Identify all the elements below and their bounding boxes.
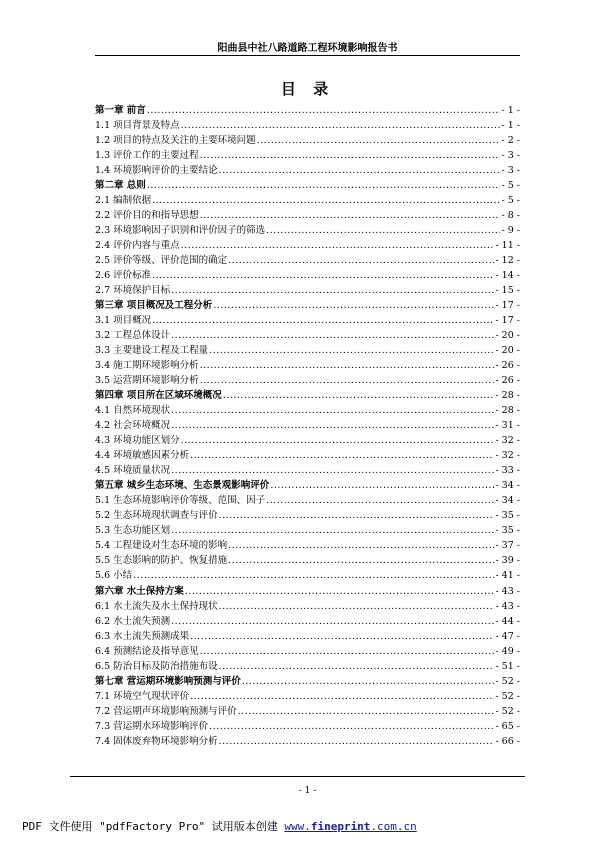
toc-entry-page: - 41 - xyxy=(495,570,520,582)
toc-section-entry[interactable] xyxy=(95,719,520,734)
toc-entry-page: - 28 - xyxy=(495,390,520,402)
toc-entry-label: 第一章 前言 xyxy=(95,105,146,116)
toc-entry-page: - 52 - xyxy=(495,705,520,717)
table-of-contents xyxy=(95,103,520,749)
toc-section-entry[interactable] xyxy=(95,704,520,719)
toc-leader-dots xyxy=(238,704,495,719)
toc-section-entry[interactable] xyxy=(95,163,520,178)
toc-chapter-entry[interactable] xyxy=(95,674,520,689)
toc-section-entry[interactable] xyxy=(95,118,520,133)
toc-entry-label: 第五章 城乡生态环境、生态景观影响评价 xyxy=(95,480,270,492)
toc-entry-label: 5.5 生态影响的防护、恢复措施 xyxy=(95,555,228,567)
toc-leader-dots xyxy=(171,328,494,343)
toc-section-entry[interactable] xyxy=(95,313,520,328)
toc-section-entry[interactable] xyxy=(95,208,520,223)
toc-entry-page: - 11 - xyxy=(495,240,520,252)
toc-entry-page: - 66 - xyxy=(495,735,520,747)
toc-leader-dots xyxy=(266,223,500,238)
toc-chapter-entry[interactable] xyxy=(95,478,520,493)
toc-entry-page: - 44 - xyxy=(495,615,520,627)
toc-leader-dots xyxy=(257,133,501,148)
toc-entry-label: 第六章 水土保持方案 xyxy=(95,585,184,597)
toc-entry-label: 7.3 营运期水环境影响评价 xyxy=(95,720,209,732)
toc-section-entry[interactable] xyxy=(95,418,520,433)
toc-entry-label: 2.1 编制依据 xyxy=(95,195,152,207)
toc-chapter-entry[interactable] xyxy=(95,388,520,403)
toc-leader-dots xyxy=(171,403,494,418)
toc-leader-dots xyxy=(219,734,495,749)
toc-entry-page: - 3 - xyxy=(501,150,520,162)
toc-leader-dots xyxy=(200,373,495,388)
toc-section-entry[interactable] xyxy=(95,629,520,644)
toc-leader-dots xyxy=(152,193,500,208)
toc-section-entry[interactable] xyxy=(95,599,520,614)
toc-entry-label: 5.6 小结 xyxy=(95,570,133,582)
toc-entry-page: - 2 - xyxy=(501,135,520,147)
toc-entry-label: 3.5 运营期环境影响分析 xyxy=(95,375,199,387)
running-header: 阳曲县中社八路道路工程环境影响报告书 xyxy=(217,43,398,54)
toc-entry-page: - 65 - xyxy=(495,720,520,732)
toc-entry-label: 7.1 环境空气现状评价 xyxy=(95,690,190,702)
toc-leader-dots xyxy=(190,629,494,644)
watermark-link-post: .com.cn xyxy=(370,820,417,833)
toc-section-entry[interactable] xyxy=(95,343,520,358)
footer-divider xyxy=(70,776,525,777)
toc-section-entry[interactable] xyxy=(95,283,520,298)
toc-leader-dots xyxy=(209,343,494,358)
toc-section-entry[interactable] xyxy=(95,193,520,208)
toc-entry-page: - 5 - xyxy=(501,180,520,192)
toc-section-entry[interactable] xyxy=(95,268,520,283)
toc-entry-label: 4.3 环境功能区划分 xyxy=(95,435,180,447)
toc-entry-page: - 33 - xyxy=(495,465,520,477)
toc-entry-page: - 32 - xyxy=(495,450,520,462)
toc-section-entry[interactable] xyxy=(95,493,520,508)
toc-leader-dots xyxy=(200,148,501,163)
toc-leader-dots xyxy=(266,493,494,508)
toc-section-entry[interactable] xyxy=(95,644,520,659)
toc-section-entry[interactable] xyxy=(95,403,520,418)
toc-leader-dots xyxy=(270,478,494,493)
toc-leader-dots xyxy=(242,674,495,689)
toc-entry-page: - 20 - xyxy=(495,330,520,342)
toc-section-entry[interactable] xyxy=(95,358,520,373)
toc-entry-page: - 26 - xyxy=(495,360,520,372)
toc-leader-dots xyxy=(213,298,494,313)
toc-leader-dots xyxy=(209,719,494,734)
watermark-link-bold: fineprint xyxy=(310,820,371,833)
toc-leader-dots xyxy=(185,584,495,599)
toc-section-entry[interactable] xyxy=(95,568,520,583)
toc-leader-dots xyxy=(171,463,494,478)
page-number: - 1 - xyxy=(298,786,317,796)
toc-entry-page: - 28 - xyxy=(495,405,520,417)
toc-leader-dots xyxy=(190,448,494,463)
toc-leader-dots xyxy=(181,433,495,448)
toc-entry-page: - 32 - xyxy=(495,435,520,447)
toc-entry-label: 5.1 生态环境影响评价等级、范围、因子 xyxy=(95,495,266,507)
toc-entry-label: 第四章 项目所在区域环境概况 xyxy=(95,390,222,402)
toc-leader-dots xyxy=(200,644,495,659)
toc-section-entry[interactable] xyxy=(95,253,520,268)
toc-entry-page: - 49 - xyxy=(495,645,520,657)
toc-entry-label: 4.4 环境敏感因素分析 xyxy=(95,450,190,462)
toc-leader-dots xyxy=(133,568,494,583)
toc-section-entry[interactable] xyxy=(95,538,520,553)
toc-section-entry[interactable] xyxy=(95,553,520,568)
watermark-text: PDF 文件使用 "pdfFactory Pro" 试用版本创建 xyxy=(22,820,285,833)
toc-entry-label: 1.3 评价工作的主要过程 xyxy=(95,150,199,162)
toc-entry-label: 6.4 预测结论及指导意见 xyxy=(95,645,199,657)
toc-entry-page: - 12 - xyxy=(495,255,520,267)
toc-entry-label: 2.6 评价标准 xyxy=(95,270,152,282)
toc-entry-label: 1.2 项目的特点及关注的主要环境问题 xyxy=(95,135,256,147)
header-divider xyxy=(95,55,520,56)
toc-leader-dots xyxy=(200,358,495,373)
toc-entry-label: 2.5 评价等级、评价范围的确定 xyxy=(95,255,228,267)
toc-entry-label: 4.2 社会环境概况 xyxy=(95,420,171,432)
toc-chapter-entry[interactable] xyxy=(95,178,520,193)
toc-entry-page: - 52 - xyxy=(495,690,520,702)
toc-entry-page: - 8 - xyxy=(501,210,520,222)
toc-entry-label: 1.1 项目背景及特点 xyxy=(95,120,180,132)
toc-leader-dots xyxy=(171,614,494,629)
toc-entry-label: 6.2 水土流失预测 xyxy=(95,615,171,627)
toc-entry-label: 2.3 环境影响因子识别和评价因子的筛选 xyxy=(95,225,266,237)
toc-leader-dots xyxy=(147,103,501,118)
toc-section-entry[interactable] xyxy=(95,328,520,343)
toc-leader-dots xyxy=(228,553,494,568)
toc-entry-page: - 26 - xyxy=(495,375,520,387)
toc-section-entry[interactable] xyxy=(95,508,520,523)
toc-entry-page: - 43 - xyxy=(495,600,520,612)
toc-entry-page: - 17 - xyxy=(495,315,520,327)
toc-leader-dots xyxy=(171,283,494,298)
toc-entry-label: 3.4 施工期环境影响分析 xyxy=(95,360,199,372)
toc-section-entry[interactable] xyxy=(95,373,520,388)
toc-entry-page: - 17 - xyxy=(495,300,520,312)
toc-entry-label: 7.4 固体废弃物环境影响分析 xyxy=(95,735,218,747)
toc-entry-label: 第二章 总则 xyxy=(95,180,146,192)
toc-section-entry[interactable] xyxy=(95,148,520,163)
toc-entry-label: 4.5 环境质量状况 xyxy=(95,465,171,477)
toc-entry-page: - 35 - xyxy=(495,510,520,522)
toc-leader-dots xyxy=(171,418,494,433)
toc-entry-page: - 15 - xyxy=(495,285,520,297)
toc-entry-page: - 52 - xyxy=(495,675,520,687)
toc-leader-dots xyxy=(219,163,501,178)
toc-entry-page: - 31 - xyxy=(495,420,520,432)
watermark-link[interactable] xyxy=(284,820,416,833)
toc-leader-dots xyxy=(219,599,495,614)
toc-entry-label: 5.2 生态环境现状调查与评价 xyxy=(95,510,218,522)
toc-title: 目 录 xyxy=(280,80,335,98)
toc-section-entry[interactable] xyxy=(95,448,520,463)
toc-entry-label: 第三章 项目概况及工程分析 xyxy=(95,300,213,312)
toc-section-entry[interactable] xyxy=(95,238,520,253)
toc-entry-page: - 43 - xyxy=(495,585,520,597)
toc-entry-page: - 3 - xyxy=(501,165,520,177)
toc-leader-dots xyxy=(152,313,494,328)
toc-entry-label: 2.2 评价目的和指导思想 xyxy=(95,210,199,222)
toc-entry-page: - 47 - xyxy=(495,630,520,642)
toc-leader-dots xyxy=(219,508,495,523)
toc-leader-dots xyxy=(181,238,495,253)
pdf-watermark xyxy=(22,818,417,834)
toc-leader-dots xyxy=(147,178,501,193)
toc-entry-label: 第七章 营运期环境影响预测与评价 xyxy=(95,675,241,687)
toc-entry-label: 3.1 项目概况 xyxy=(95,315,152,327)
toc-leader-dots xyxy=(223,388,495,403)
toc-section-entry[interactable] xyxy=(95,433,520,448)
toc-entry-label: 5.3 生态功能区划 xyxy=(95,525,171,537)
toc-entry-page: - 14 - xyxy=(495,270,520,282)
toc-chapter-entry[interactable] xyxy=(95,103,520,118)
toc-entry-label: 1.4 环境影响评价的主要结论 xyxy=(95,165,218,177)
toc-entry-page: - 1 - xyxy=(501,105,520,116)
toc-entry-label: 6.5 防治目标及防治措施布设 xyxy=(95,660,218,672)
watermark-link-pre: www. xyxy=(284,820,311,833)
toc-leader-dots xyxy=(228,538,494,553)
toc-entry-page: - 9 - xyxy=(501,225,520,237)
toc-entry-label: 6.1 水土流失及水土保持现状 xyxy=(95,600,218,612)
toc-section-entry[interactable] xyxy=(95,734,520,749)
toc-entry-label: 2.7 环境保护目标 xyxy=(95,285,171,297)
toc-chapter-entry[interactable] xyxy=(95,298,520,313)
toc-entry-page: - 20 - xyxy=(495,345,520,357)
toc-entry-page: - 5 - xyxy=(501,195,520,207)
toc-section-entry[interactable] xyxy=(95,689,520,704)
toc-entry-page: - 1 - xyxy=(501,120,520,132)
toc-entry-label: 5.4 工程建设对生态环境的影响 xyxy=(95,540,228,552)
toc-leader-dots xyxy=(228,253,494,268)
toc-entry-page: - 39 - xyxy=(495,555,520,567)
toc-leader-dots xyxy=(190,689,494,704)
toc-section-entry[interactable] xyxy=(95,614,520,629)
toc-leader-dots xyxy=(219,659,495,674)
toc-section-entry[interactable] xyxy=(95,523,520,538)
toc-entry-page: - 51 - xyxy=(495,660,520,672)
toc-section-entry[interactable] xyxy=(95,463,520,478)
toc-entry-label: 4.1 自然环境现状 xyxy=(95,405,171,417)
toc-section-entry[interactable] xyxy=(95,223,520,238)
toc-entry-label: 7.2 营运期声环境影响预测与评价 xyxy=(95,705,237,717)
toc-chapter-entry[interactable] xyxy=(95,584,520,599)
toc-section-entry[interactable] xyxy=(95,659,520,674)
toc-entry-label: 3.3 主要建设工程及工程量 xyxy=(95,345,209,357)
toc-leader-dots xyxy=(171,523,494,538)
toc-entry-label: 6.3 水土流失预测成果 xyxy=(95,630,190,642)
toc-entry-page: - 35 - xyxy=(495,525,520,537)
toc-section-entry[interactable] xyxy=(95,133,520,148)
toc-entry-page: - 34 - xyxy=(495,480,520,492)
toc-leader-dots xyxy=(200,208,501,223)
toc-entry-label: 3.2 工程总体设计 xyxy=(95,330,171,342)
toc-entry-label: 2.4 评价内容与重点 xyxy=(95,240,180,252)
toc-entry-page: - 34 - xyxy=(495,495,520,507)
toc-leader-dots xyxy=(181,118,501,133)
toc-leader-dots xyxy=(152,268,494,283)
toc-entry-page: - 37 - xyxy=(495,540,520,552)
